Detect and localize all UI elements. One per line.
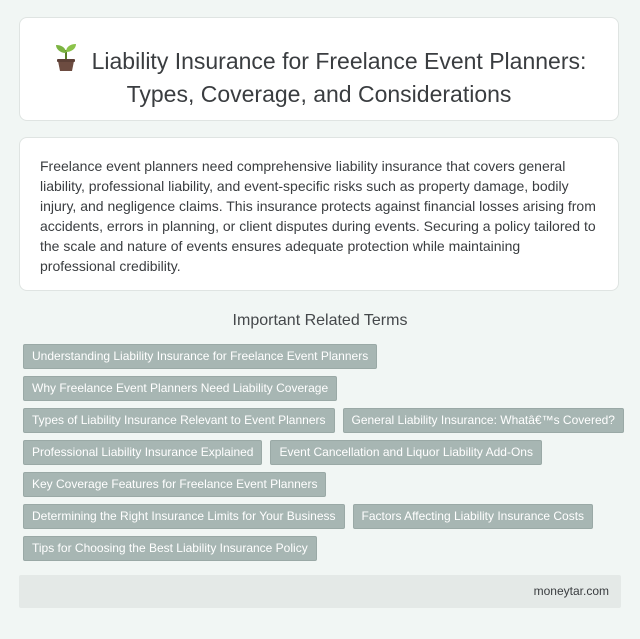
related-term-tag[interactable]: Tips for Choosing the Best Liability Insurance Policy xyxy=(23,536,317,561)
related-terms-heading: Important Related Terms xyxy=(232,312,408,329)
related-term-tag[interactable]: General Liability Insurance: Whatâ€™s Covered? xyxy=(343,408,624,433)
footer xyxy=(19,575,621,608)
related-term-tag[interactable]: Determining the Right Insurance Limits for Your Business xyxy=(23,504,345,529)
title-card xyxy=(19,17,619,121)
related-term-tag[interactable]: Understanding Liability Insurance for Freelance Event Planners xyxy=(23,344,377,369)
intro-card xyxy=(19,137,619,291)
related-terms-row xyxy=(23,408,623,433)
intro-paragraph: Freelance event planners need comprehensive liability insurance that covers general liability, professional liability, and event-specific risks such as property damage, bodily injury, and negligence claims. This insurance protects against financial losses arising from accidents, errors in planning, or client disputes during events. Securing a policy tailored to the scale and nature of events ensures adequate protection while maintaining professional credibility. xyxy=(40,158,596,274)
related-terms-row xyxy=(23,440,623,465)
related-terms-list xyxy=(23,344,623,568)
related-terms-row xyxy=(23,536,623,561)
related-terms-row xyxy=(23,504,623,529)
related-terms-row xyxy=(23,472,623,497)
related-term-tag[interactable]: Why Freelance Event Planners Need Liability Coverage xyxy=(23,376,337,401)
related-term-tag[interactable]: Key Coverage Features for Freelance Event Planners xyxy=(23,472,326,497)
related-terms-row xyxy=(23,376,623,401)
related-term-tag[interactable]: Professional Liability Insurance Explained xyxy=(23,440,262,465)
page-title xyxy=(20,18,618,109)
sprout-icon xyxy=(52,44,80,79)
page-title-text: Liability Insurance for Freelance Event Planners: Types, Coverage, and Considerations xyxy=(91,48,587,107)
related-term-tag[interactable]: Factors Affecting Liability Insurance Costs xyxy=(353,504,594,529)
related-term-tag[interactable]: Event Cancellation and Liquor Liability Add-Ons xyxy=(270,440,542,465)
footer-site[interactable]: moneytar.com xyxy=(533,584,609,598)
related-term-tag[interactable]: Types of Liability Insurance Relevant to Event Planners xyxy=(23,408,335,433)
related-terms-row xyxy=(23,344,623,369)
